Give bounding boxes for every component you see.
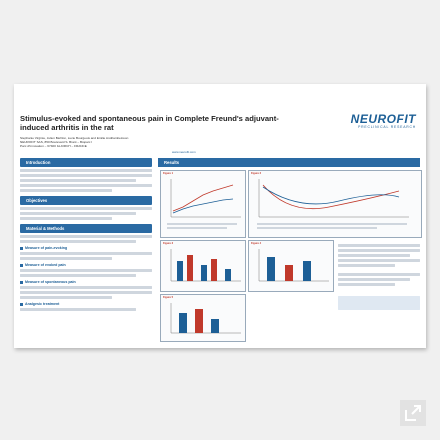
text-line [20, 184, 152, 187]
text-line [338, 259, 420, 262]
text-line [20, 207, 152, 210]
poster [14, 84, 426, 348]
bullet-square-icon [20, 303, 23, 306]
poster-authors [20, 136, 220, 148]
text-line [20, 257, 112, 260]
text-line [20, 252, 152, 255]
share-external-icon[interactable] [400, 400, 426, 426]
affiliation-line-2: Parc d'Innovation – 67400 ILLKIRCH – FRANCE [20, 144, 87, 148]
figure-3-box [160, 240, 246, 292]
text-line [338, 254, 410, 257]
figure-2-plot [249, 171, 421, 237]
figure-2-box [248, 170, 422, 238]
affiliation-line-1: NEUROFIT SAS, 850 Boulevard S. Brant – Bioparc I [20, 140, 93, 144]
figure-5-box [160, 294, 246, 342]
text-line [20, 269, 152, 272]
neurofit-logo [351, 112, 416, 129]
text-line [20, 189, 112, 192]
text-line [20, 174, 152, 177]
right-column [338, 242, 420, 312]
text-line [338, 249, 420, 252]
text-line [20, 308, 136, 311]
bullet-square-icon [20, 281, 23, 284]
text-line [20, 235, 152, 238]
figure-4-plot [249, 241, 333, 291]
text-line [20, 212, 136, 215]
section-introduction: Introduction [20, 158, 152, 167]
method-heading: Measure of evoked pain [20, 263, 152, 267]
figure-3-caption: Figure 3 [163, 242, 174, 245]
logo-subtitle: PRECLINICAL RESEARCH [358, 125, 416, 129]
text-line [20, 286, 152, 289]
poster-title: Stimulus-evoked and spontaneous pain in Complete Freund's adjuvant-induced arthritis in the rat [20, 114, 279, 133]
text-line [20, 291, 152, 294]
text-line [338, 244, 420, 247]
author-list: Stephanie Virginie, Julien Bérillon, Lucie Bourgeois and Emilie Andriambeloson [20, 136, 129, 140]
text-line [338, 283, 395, 286]
figure-5-plot [161, 295, 245, 341]
highlight-box [338, 296, 420, 310]
left-column [20, 158, 152, 313]
text-line [20, 296, 112, 299]
text-line [338, 278, 410, 281]
text-line [338, 264, 395, 267]
figure-4-box [248, 240, 334, 292]
bullet-square-icon [20, 247, 23, 250]
figure-2-caption: Figure 2 [251, 172, 262, 175]
figure-3-plot [161, 241, 245, 291]
text-line [338, 273, 420, 276]
figure-1-plot [161, 171, 245, 237]
text-line [20, 179, 136, 182]
text-line [20, 274, 136, 277]
figure-4-caption: Figure 4 [251, 242, 262, 245]
text-line [20, 169, 152, 172]
text-line [20, 217, 112, 220]
method-heading: Measure of spontaneous pain [20, 280, 152, 284]
text-line [20, 240, 136, 243]
section-objectives: Objectives [20, 196, 152, 205]
poster-url: www.neurofit.com [172, 150, 196, 154]
logo-wordmark: NEUROFIT [350, 112, 416, 126]
section-results: Results [158, 158, 420, 167]
bullet-square-icon [20, 264, 23, 267]
method-heading: Measure of pain-evoking [20, 246, 152, 250]
method-heading: Analgesic treatment [20, 302, 152, 306]
figure-1-caption: Figure 1 [163, 172, 174, 175]
figure-1-box [160, 170, 246, 238]
figure-5-caption: Figure 5 [163, 296, 174, 299]
section-material-methods: Material & Methods [20, 224, 152, 233]
